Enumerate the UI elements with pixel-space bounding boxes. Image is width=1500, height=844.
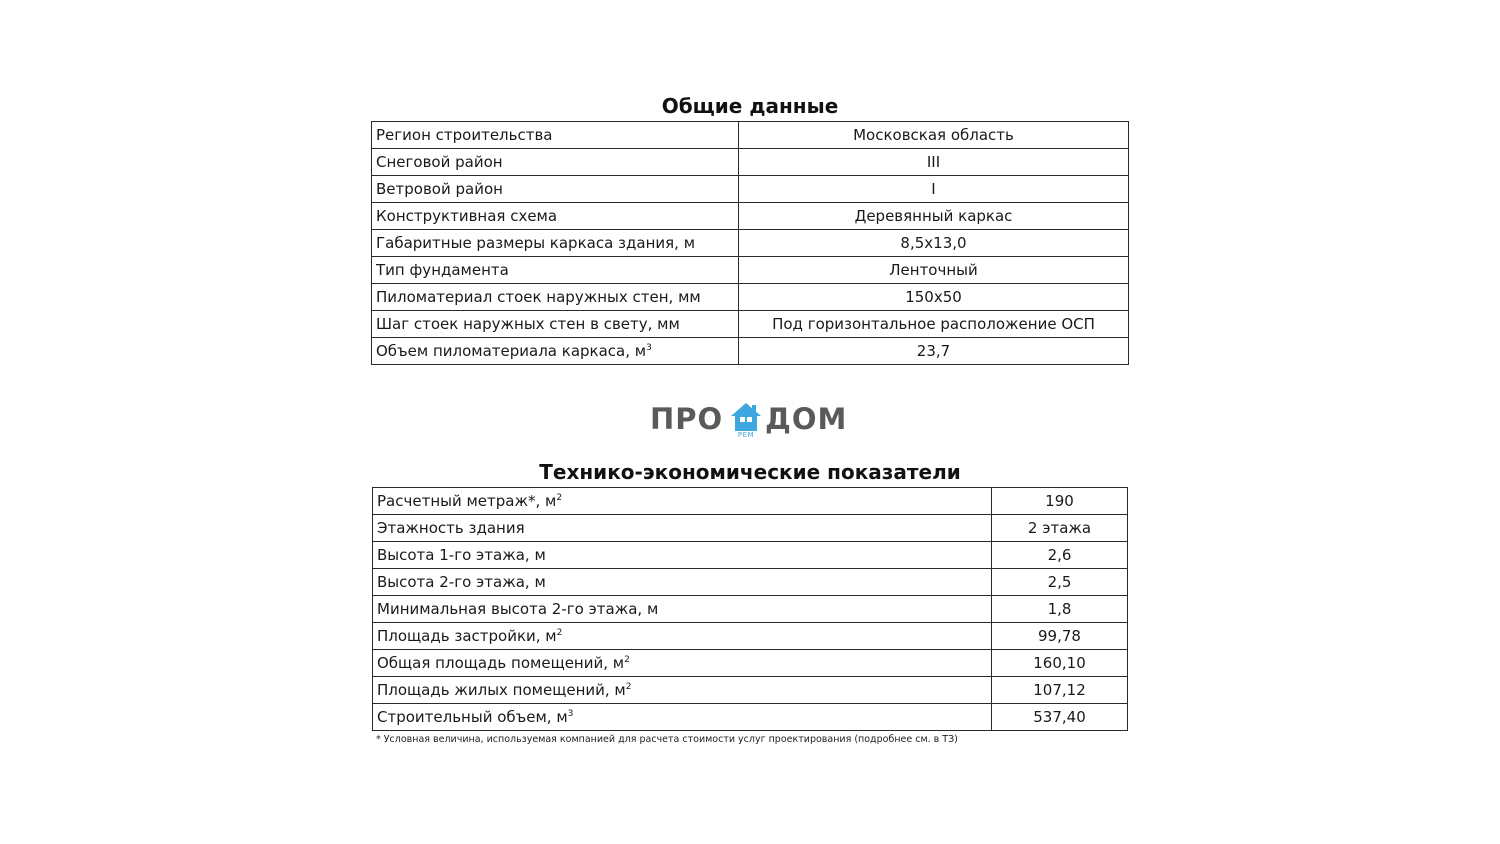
row-value: III xyxy=(739,149,1129,176)
row-value: 160,10 xyxy=(992,650,1128,677)
row-label: Высота 1-го этажа, м xyxy=(373,542,992,569)
row-label: Этажность здания xyxy=(373,515,992,542)
row-value: Под горизонтальное расположение ОСП xyxy=(739,311,1129,338)
row-label: Строительный объем, $м^3$ xyxy=(373,704,992,731)
table-row xyxy=(373,677,1128,704)
row-value: Московская область xyxy=(739,122,1129,149)
table-row xyxy=(373,623,1128,650)
row-value: Ленточный xyxy=(739,257,1129,284)
row-value: 537,40 xyxy=(992,704,1128,731)
row-value: 107,12 xyxy=(992,677,1128,704)
row-label: Объем пиломатериала каркаса, $м^3$ xyxy=(372,338,739,365)
table-row xyxy=(372,257,1129,284)
row-value: 150x50 xyxy=(739,284,1129,311)
general-data-title: Общие данные xyxy=(661,94,839,118)
row-label: Конструктивная схема xyxy=(372,203,739,230)
table-row xyxy=(372,122,1129,149)
row-label: Общая площадь помещений, $м^2$ xyxy=(373,650,992,677)
table-row xyxy=(372,338,1129,365)
row-value: 2,6 xyxy=(992,542,1128,569)
row-label: Тип фундамента xyxy=(372,257,739,284)
table-row xyxy=(372,284,1129,311)
row-label: Площадь жилых помещений, $м^2$ xyxy=(373,677,992,704)
table-row xyxy=(373,704,1128,731)
row-label: Минимальная высота 2-го этажа, м xyxy=(373,596,992,623)
table-row xyxy=(372,230,1129,257)
row-label: Шаг стоек наружных стен в свету, мм xyxy=(372,311,739,338)
table-row xyxy=(373,650,1128,677)
row-value: 190 xyxy=(992,488,1128,515)
row-value: 2,5 xyxy=(992,569,1128,596)
row-label: Пиломатериал стоек наружных стен, мм xyxy=(372,284,739,311)
row-label: Габаритные размеры каркаса здания, м xyxy=(372,230,739,257)
logo-right-text: ДОМ xyxy=(765,402,848,436)
table-row xyxy=(373,488,1128,515)
table-row xyxy=(372,203,1129,230)
table-row xyxy=(372,311,1129,338)
row-value: I xyxy=(739,176,1129,203)
table-row xyxy=(373,596,1128,623)
table-row xyxy=(372,176,1129,203)
row-label: Площадь застройки, $м^2$ xyxy=(373,623,992,650)
row-value: 8,5x13,0 xyxy=(739,230,1129,257)
row-value: 2 этажа xyxy=(992,515,1128,542)
footnote: * Условная величина, используемая компанией для расчета стоимости услуг проектирования (подробнее см. в ТЗ) xyxy=(376,734,958,745)
table-row xyxy=(373,542,1128,569)
row-label: Высота 2-го этажа, м xyxy=(373,569,992,596)
tech-indicators-title: Технико-экономические показатели xyxy=(539,460,961,484)
row-label: Ветровой район xyxy=(372,176,739,203)
row-label: Расчетный метраж*, $м^2$ xyxy=(373,488,992,515)
table-row xyxy=(373,569,1128,596)
logo-sub-text: РЕМ xyxy=(737,431,755,439)
row-label: Снеговой район xyxy=(372,149,739,176)
logo-left-text: ПРО xyxy=(650,402,724,436)
general-data-table xyxy=(371,121,1129,365)
tech-indicators-table xyxy=(372,487,1128,731)
row-value: 1,8 xyxy=(992,596,1128,623)
row-value: 99,78 xyxy=(992,623,1128,650)
prodom-logo xyxy=(650,400,850,444)
row-value: 23,7 xyxy=(739,338,1129,365)
table-row xyxy=(373,515,1128,542)
house-icon xyxy=(730,402,762,432)
row-value: Деревянный каркас xyxy=(739,203,1129,230)
row-label: Регион строительства xyxy=(372,122,739,149)
table-row xyxy=(372,149,1129,176)
